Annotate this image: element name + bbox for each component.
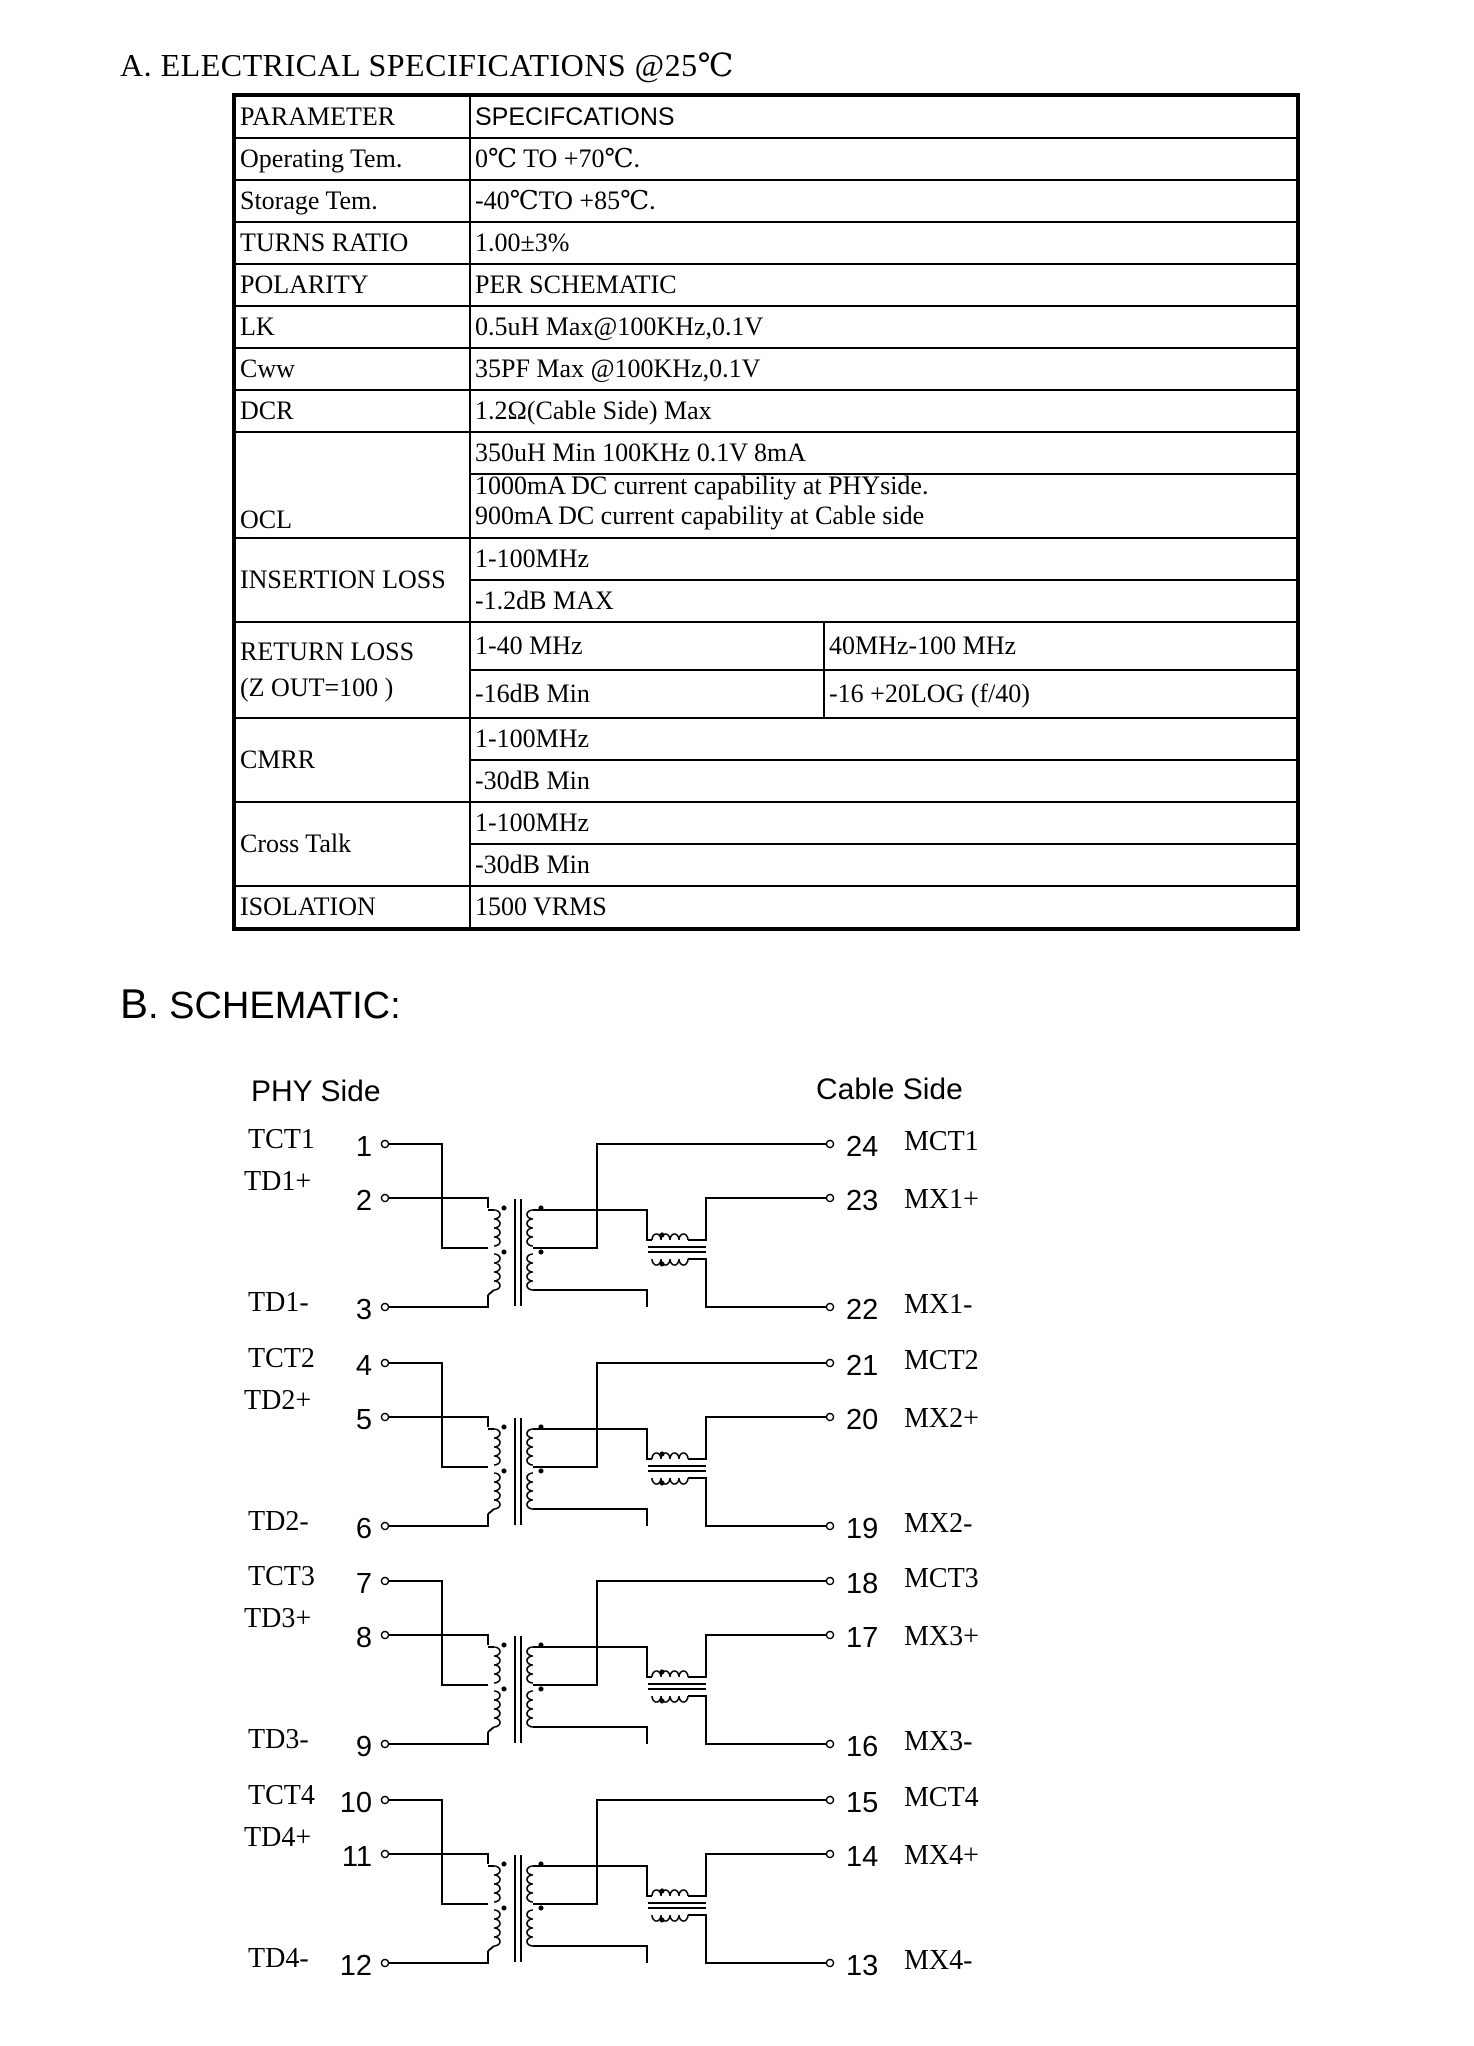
polarity-dot: [660, 1452, 665, 1457]
polarity-dot: [660, 1481, 665, 1486]
phy-pin-label: TD3-: [248, 1724, 309, 1755]
polarity-dot: [502, 1687, 507, 1692]
phy-pin-number: 10: [339, 1787, 372, 1819]
param-cell: TURNS RATIO: [234, 222, 470, 264]
phy-pin-number: 1: [355, 1131, 372, 1163]
value-cell: 1.2Ω(Cable Side) Max: [470, 390, 1298, 432]
cable-pin-label: MCT4: [904, 1782, 979, 1813]
wire-td-minus: [389, 1732, 488, 1744]
cable-pin-number: 17: [846, 1622, 879, 1654]
phy-pin-terminal: [382, 1195, 389, 1202]
cable-pin-number: 20: [846, 1404, 879, 1436]
wire-choke-in-upper: [647, 1227, 652, 1240]
polarity-dot: [660, 1699, 665, 1704]
cable-pin-terminal: [827, 1523, 834, 1530]
phy-pin-label: TD1-: [248, 1287, 309, 1318]
value-cell: -16dB Min: [470, 670, 824, 718]
wire-mx-plus: [688, 1417, 826, 1459]
primary-coil-lower: [494, 1910, 500, 1946]
channels: [244, 1124, 979, 1982]
wire-td-minus: [389, 1951, 488, 1963]
spec-header: SPECIFCATIONS: [470, 95, 1298, 138]
polarity-dot: [502, 1469, 507, 1474]
cable-pin-number: 21: [846, 1350, 879, 1382]
wire-center-tap: [533, 1581, 826, 1685]
cable-side-label: Cable Side: [816, 1073, 963, 1106]
wire-center-tap: [533, 1144, 826, 1248]
phy-pin-label: TD4+: [244, 1822, 312, 1853]
param-cell: POLARITY: [234, 264, 470, 306]
param-cell: CMRR: [234, 718, 470, 802]
cable-pin-label: MCT2: [904, 1345, 979, 1376]
primary-lead: [488, 1727, 494, 1732]
wire-tct: [389, 1144, 488, 1248]
phy-pin-terminal: [382, 1360, 389, 1367]
section-a-title: A. ELECTRICAL SPECIFICATIONS @25℃: [120, 47, 734, 83]
wire-sec-upper: [533, 1866, 647, 1883]
phy-pin-label: TD3+: [244, 1603, 312, 1634]
channel-2: [244, 1343, 979, 1545]
value-cell: 350uH Min 100KHz 0.1V 8mA: [470, 432, 1298, 474]
wire-tct: [389, 1363, 488, 1467]
value-cell: -16 +20LOG (f/40): [824, 670, 1298, 718]
cable-pin-label: MX2-: [904, 1508, 973, 1539]
cable-pin-label: MX1-: [904, 1289, 973, 1320]
primary-coil-upper: [494, 1210, 500, 1246]
primary-lead: [488, 1290, 494, 1295]
secondary-coil-lower: [527, 1691, 533, 1727]
param-cell: DCR: [234, 390, 470, 432]
channel-3: [244, 1561, 979, 1763]
value-cell: 1-40 MHz: [470, 622, 824, 670]
phy-pin-label: TD2-: [248, 1506, 309, 1537]
polarity-dot: [539, 1469, 544, 1474]
wire-td-minus: [389, 1295, 488, 1307]
param-header: PARAMETER: [234, 95, 470, 138]
value-cell: PER SCHEMATIC: [470, 264, 1298, 306]
polarity-dot: [502, 1206, 507, 1211]
value-cell: -30dB Min: [470, 760, 1298, 802]
cable-pin-number: 22: [846, 1294, 879, 1326]
secondary-coil-lower: [527, 1910, 533, 1946]
choke-coil-lower: [652, 1478, 688, 1484]
wire-mx-plus: [688, 1198, 826, 1240]
cable-pin-terminal: [827, 1578, 834, 1585]
choke-coil-upper: [652, 1890, 688, 1896]
cable-pin-label: MX1+: [904, 1184, 979, 1215]
phy-pin-terminal: [382, 1960, 389, 1967]
wire-sec-upper: [533, 1210, 647, 1227]
value-cell: -1.2dB MAX: [470, 580, 1298, 622]
wire-choke-in-upper: [647, 1446, 652, 1459]
cable-pin-label: MX4+: [904, 1840, 979, 1871]
primary-coil-lower: [494, 1254, 500, 1290]
ocl-line-1: 1000mA DC current capability at PHYside.: [475, 474, 929, 500]
phy-pin-label: TCT2: [248, 1343, 315, 1374]
param-cell: LK: [234, 306, 470, 348]
phy-pin-terminal: [382, 1851, 389, 1858]
primary-lead: [488, 1946, 494, 1951]
wire-sec-lower: [533, 1509, 647, 1526]
cable-pin-label: MX2+: [904, 1403, 979, 1434]
cable-pin-label: MX3+: [904, 1621, 979, 1652]
polarity-dot: [660, 1918, 665, 1923]
wire-mx-plus: [688, 1635, 826, 1677]
choke-coil-lower: [652, 1915, 688, 1921]
secondary-coil-upper: [527, 1429, 533, 1465]
cable-pin-terminal: [827, 1304, 834, 1311]
channel-1: [244, 1124, 979, 1326]
wire-sec-upper: [533, 1429, 647, 1446]
value-cell: 1.00±3%: [470, 222, 1298, 264]
phy-pin-label: TD4-: [248, 1943, 309, 1974]
cable-pin-label: MCT1: [904, 1126, 979, 1157]
value-cell: -40℃TO +85℃.: [470, 180, 1298, 222]
polarity-dot: [539, 1687, 544, 1692]
phy-pin-terminal: [382, 1523, 389, 1530]
polarity-dot: [660, 1889, 665, 1894]
param-cell: Cww: [234, 348, 470, 390]
wire-mx-minus: [688, 1478, 826, 1526]
value-cell: 1-100MHz: [470, 802, 1298, 844]
value-cell: 35PF Max @100KHz,0.1V: [470, 348, 1298, 390]
wire-center-tap: [533, 1363, 826, 1467]
polarity-dot: [502, 1906, 507, 1911]
cable-pin-number: 13: [846, 1950, 879, 1982]
phy-pin-number: 9: [355, 1731, 372, 1763]
wire-choke-in-upper: [647, 1883, 652, 1896]
value-cell: -30dB Min: [470, 844, 1298, 886]
param-cell: OCL: [234, 432, 470, 538]
cable-pin-terminal: [827, 1360, 834, 1367]
ocl-line-2: 900mA DC current capability at Cable side: [475, 501, 925, 530]
choke-coil-lower: [652, 1259, 688, 1265]
value-cell: 1-100MHz: [470, 718, 1298, 760]
primary-coil-lower: [494, 1691, 500, 1727]
phy-pin-number: 7: [355, 1568, 372, 1600]
cable-pin-terminal: [827, 1851, 834, 1858]
value-cell: 0℃ TO +70℃.: [470, 138, 1298, 180]
wire-td-minus: [389, 1514, 488, 1526]
wire-tct: [389, 1800, 488, 1904]
primary-coil-upper: [494, 1647, 500, 1683]
cable-pin-label: MX3-: [904, 1726, 973, 1757]
polarity-dot: [502, 1862, 507, 1867]
wire-sec-lower: [533, 1946, 647, 1963]
wire-td-plus: [389, 1417, 488, 1427]
section-b-rest: . SCHEMATIC:: [148, 985, 401, 1027]
cable-pin-number: 15: [846, 1787, 879, 1819]
secondary-coil-lower: [527, 1473, 533, 1509]
cable-pin-terminal: [827, 1632, 834, 1639]
phy-pin-terminal: [382, 1304, 389, 1311]
cable-pin-terminal: [827, 1141, 834, 1148]
wire-mx-minus: [688, 1696, 826, 1744]
return-loss-impedance: (Z OUT=100 ): [240, 673, 394, 702]
wire-choke-in-upper: [647, 1664, 652, 1677]
cable-pin-number: 24: [846, 1131, 879, 1163]
phy-side-label: PHY Side: [251, 1075, 381, 1108]
polarity-dot: [539, 1250, 544, 1255]
value-cell: 1500 VRMS: [470, 886, 1298, 929]
param-cell: Cross Talk: [234, 802, 470, 886]
primary-lead: [488, 1509, 494, 1514]
cable-pin-number: 14: [846, 1841, 879, 1873]
wire-sec-upper: [533, 1647, 647, 1664]
section-b-initial: B: [120, 980, 149, 1027]
secondary-coil-upper: [527, 1866, 533, 1902]
wire-sec-lower: [533, 1727, 647, 1744]
cable-pin-terminal: [827, 1960, 834, 1967]
wire-td-plus: [389, 1198, 488, 1208]
cable-pin-terminal: [827, 1195, 834, 1202]
cable-pin-number: 19: [846, 1513, 879, 1545]
phy-pin-terminal: [382, 1632, 389, 1639]
primary-coil-upper: [494, 1429, 500, 1465]
channel-4: [244, 1780, 979, 1982]
primary-coil-upper: [494, 1866, 500, 1902]
phy-pin-number: 11: [341, 1841, 372, 1873]
wire-tct: [389, 1581, 488, 1685]
polarity-dot: [660, 1233, 665, 1238]
phy-pin-label: TCT1: [248, 1124, 315, 1155]
cable-pin-number: 23: [846, 1185, 879, 1217]
phy-pin-number: 5: [355, 1404, 372, 1436]
phy-pin-label: TD2+: [244, 1385, 312, 1416]
choke-coil-upper: [652, 1453, 688, 1459]
secondary-coil-lower: [527, 1254, 533, 1290]
phy-pin-number: 6: [355, 1513, 372, 1545]
value-cell: 40MHz-100 MHz: [824, 622, 1298, 670]
phy-pin-terminal: [382, 1741, 389, 1748]
phy-pin-number: 8: [355, 1622, 372, 1654]
cable-pin-number: 18: [846, 1568, 879, 1600]
phy-pin-label: TD1+: [244, 1166, 312, 1197]
phy-pin-number: 4: [355, 1350, 372, 1382]
polarity-dot: [660, 1670, 665, 1675]
param-cell: Storage Tem.: [234, 180, 470, 222]
phy-pin-terminal: [382, 1414, 389, 1421]
cable-pin-number: 16: [846, 1731, 879, 1763]
phy-pin-label: TCT4: [248, 1780, 315, 1811]
value-cell: 0.5uH Max@100KHz,0.1V: [470, 306, 1298, 348]
wire-mx-minus: [688, 1915, 826, 1963]
value-cell: 1-100MHz: [470, 538, 1298, 580]
polarity-dot: [502, 1643, 507, 1648]
choke-coil-upper: [652, 1671, 688, 1677]
choke-coil-upper: [652, 1234, 688, 1240]
param-cell: Operating Tem.: [234, 138, 470, 180]
param-cell: ISOLATION: [234, 886, 470, 929]
phy-pin-number: 12: [339, 1950, 372, 1982]
wire-sec-lower: [533, 1290, 647, 1307]
polarity-dot: [539, 1906, 544, 1911]
return-loss-label: RETURN LOSS: [240, 637, 415, 666]
wire-td-plus: [389, 1635, 488, 1645]
polarity-dot: [502, 1425, 507, 1430]
polarity-dot: [502, 1250, 507, 1255]
secondary-coil-upper: [527, 1647, 533, 1683]
wire-mx-plus: [688, 1854, 826, 1896]
choke-coil-lower: [652, 1696, 688, 1702]
phy-pin-terminal: [382, 1797, 389, 1804]
wire-mx-minus: [688, 1259, 826, 1307]
wire-td-plus: [389, 1854, 488, 1864]
secondary-coil-upper: [527, 1210, 533, 1246]
cable-pin-terminal: [827, 1741, 834, 1748]
phy-pin-terminal: [382, 1578, 389, 1585]
phy-pin-number: 3: [355, 1294, 372, 1326]
phy-pin-terminal: [382, 1141, 389, 1148]
polarity-dot: [660, 1262, 665, 1267]
cable-pin-label: MCT3: [904, 1563, 979, 1594]
cable-pin-terminal: [827, 1797, 834, 1804]
cable-pin-terminal: [827, 1414, 834, 1421]
phy-pin-label: TCT3: [248, 1561, 315, 1592]
primary-coil-lower: [494, 1473, 500, 1509]
cable-pin-label: MX4-: [904, 1945, 973, 1976]
wire-center-tap: [533, 1800, 826, 1904]
param-cell: INSERTION LOSS: [234, 538, 470, 622]
phy-pin-number: 2: [355, 1185, 372, 1217]
